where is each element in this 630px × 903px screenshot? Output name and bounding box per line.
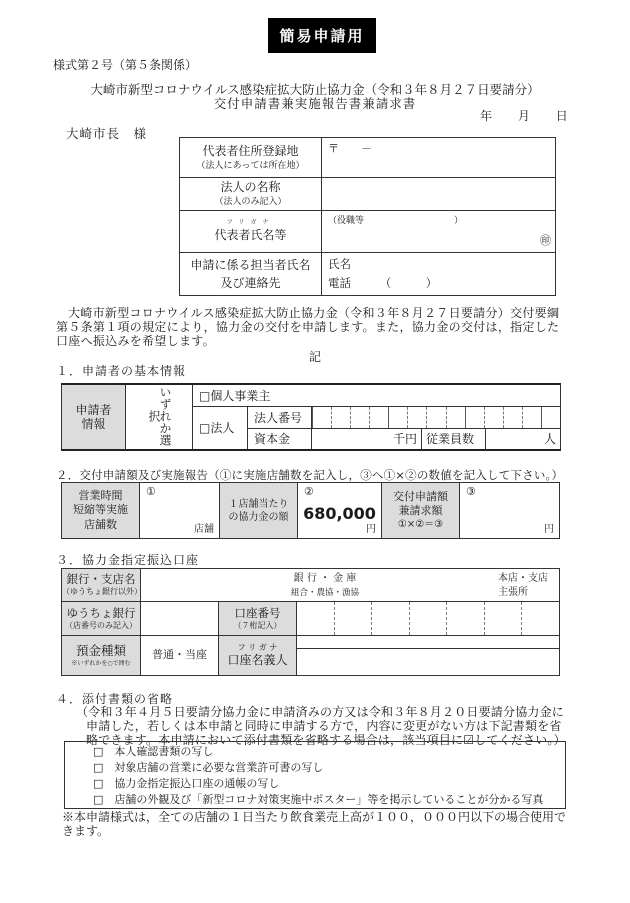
representative-label: 代表者氏名等 — [214, 227, 287, 242]
capital-unit: 千円 — [392, 432, 417, 447]
per-store-label: １店舗当たり の協力金の額 — [220, 483, 298, 539]
circle-1: ① — [146, 485, 156, 498]
section2-heading: ２．交付申請額及び実施報告（①に実施店舗数を記入し，③へ①×②の数値を記入して下さい。） — [56, 468, 564, 482]
address-input[interactable] — [322, 138, 556, 178]
bank-label: 銀行・支店名 （ゆうちょ銀行以外） — [62, 569, 141, 602]
bank-type-options: 銀 行 ・ 金 庫 組合・農協・漁協 — [291, 573, 360, 598]
deposit-type-options[interactable]: 普通・当座 — [141, 636, 219, 676]
checklist-item-business-permit[interactable]: □ 対象店舗の営業に必要な営業許可書の写し — [93, 761, 324, 774]
section3-heading: ３．協力金指定振込口座 — [56, 553, 200, 567]
address-sublabel: （法人にあっては所在地） — [196, 160, 305, 171]
stores-unit: 店舗 — [194, 524, 214, 535]
representative-input[interactable] — [322, 211, 556, 253]
postal-mark: 〒 － — [328, 142, 372, 155]
section1-heading: １．申請者の基本情報 — [56, 364, 187, 378]
request-amount-unit: 円 — [544, 524, 554, 535]
account-holder-input[interactable] — [297, 649, 560, 676]
deposit-type-label: 預金種類 ※いずれかを○で囲む — [62, 636, 141, 676]
checklist-item-passbook-copy[interactable]: □ 協力金指定振込口座の通帳の写し — [93, 777, 280, 790]
document-subtitle: 交付申請書兼実施報告書兼請求書 — [213, 96, 417, 111]
date-month: 月 — [517, 109, 530, 123]
individual-checkbox[interactable]: □個人事業主 — [193, 384, 561, 406]
branch-type-options: 本店・支店 主張所 — [498, 573, 548, 598]
corp-name-label-cell — [180, 178, 322, 211]
grant-amount-table — [61, 482, 560, 539]
checklist-item-id-copy[interactable]: □ 本人確認書類の写し — [93, 745, 214, 758]
application-statement: 大崎市新型コロナウイルス感染症拡大防止協力金（令和３年８月２７日要請分）交付要綱第５条第１項の規定により，協力金の交付を申請します。また，協力金の交付は，指定した口座へ振込みを希望します。 — [56, 306, 560, 348]
account-holder-label: フ リ ガ ナ 口座名義人 — [219, 636, 297, 676]
per-store-amount — [298, 483, 382, 539]
account-number-digits — [297, 602, 559, 635]
representative-ruby: フリガナ — [226, 218, 275, 226]
ki-heading: 記 — [308, 350, 321, 364]
stores-label: 営業時間 短縮等実施 店舗数 — [62, 483, 140, 539]
address-label: 代表者住所登録地 — [202, 143, 299, 158]
omission-checklist — [64, 741, 566, 809]
yucho-label: ゆうちょ銀行 （店番号のみ記入） — [62, 602, 141, 636]
capital-label: 資本金 — [248, 428, 312, 450]
date-year: 年 — [480, 109, 493, 123]
account-holder-furigana-input[interactable] — [297, 636, 560, 649]
form-number: 様式第２号（第５条関係） — [53, 58, 198, 72]
contact-phone-label: 電話 （ ） — [328, 276, 438, 290]
position-field: （役職等 ） — [328, 216, 464, 226]
employees-input[interactable] — [486, 428, 561, 450]
employees-unit: 人 — [543, 432, 556, 447]
applicant-info-table — [61, 383, 561, 451]
account-number-label: 口座番号 （７桁記入） — [219, 602, 297, 636]
employees-label: 従業員数 — [422, 428, 486, 450]
contact-name-label: 氏名 — [328, 257, 351, 271]
corp-number-input[interactable] — [312, 406, 561, 428]
corp-number-digits — [312, 407, 560, 428]
section4-heading: ４．添付書類の省略 — [56, 692, 174, 706]
address-label-cell — [180, 138, 322, 178]
simple-application-badge: 簡易申請用 — [268, 18, 376, 53]
checklist-item-storefront-photo[interactable]: □ 店舗の外観及び「新型コロナ対策実施中ポスター」等を掲示していることが分かる写真 — [93, 793, 544, 806]
contact-label-2: 及び連絡先 — [220, 276, 281, 290]
yucho-branch-input[interactable] — [141, 602, 219, 636]
contact-label-cell — [180, 253, 322, 296]
choose-one-label: いずれか選択 — [126, 384, 193, 450]
applicant-info-label-1: 申請者 — [75, 403, 112, 417]
per-store-amount-value: 680,000 — [303, 504, 376, 523]
footnote: ※本申請様式は，全ての店舗の１日当たり飲食業売上高が１００，０００円以下の場合使用できます。 — [62, 810, 567, 838]
request-amount-label: 交付申請額 兼請求額 ①×②＝③ — [382, 483, 460, 539]
circle-2: ② — [304, 485, 314, 498]
account-number-input[interactable] — [297, 602, 560, 636]
per-store-unit: 円 — [366, 524, 376, 535]
corp-name-label: 法人の名称 — [220, 180, 281, 195]
contact-input[interactable] — [322, 253, 556, 296]
bank-account-table — [61, 568, 560, 676]
corp-name-sublabel: （法人のみ記入） — [214, 197, 287, 208]
document-title: 大崎市新型コロナウイルス感染症拡大防止協力金（令和３年８月２７日要請分） — [90, 82, 540, 97]
seal-icon: ㊞ — [540, 234, 551, 247]
contact-label: 申請に係る担当者氏名 — [190, 258, 311, 272]
section4-note: （令和３年４月５日要請分協力金に申請済みの方又は令和３年８月２０日要請分協力金に 申請した，若しくは本申請と同時に申請する方で，内容に変更がない方は下記書類を省 略できます。本申請において添付書類を省略する場合は，該当項目に☑してください。） — [76, 705, 566, 747]
bank-input[interactable] — [141, 569, 560, 602]
applicant-info-label-2: 情報 — [81, 417, 106, 431]
corporation-checkbox[interactable]: □法人 — [193, 406, 248, 450]
circle-3: ③ — [466, 485, 476, 498]
corp-name-input[interactable] — [322, 178, 556, 211]
corp-number-label: 法人番号 — [248, 406, 312, 428]
applicant-info-label — [62, 384, 126, 450]
date-field[interactable] — [480, 107, 590, 124]
addressee: 大崎市長 様 — [66, 126, 148, 141]
stores-input[interactable] — [140, 483, 220, 539]
applicant-table — [179, 137, 556, 296]
representative-label-cell — [180, 211, 322, 253]
capital-input[interactable] — [312, 428, 422, 450]
date-day: 日 — [555, 109, 568, 123]
request-amount-input[interactable] — [460, 483, 560, 539]
